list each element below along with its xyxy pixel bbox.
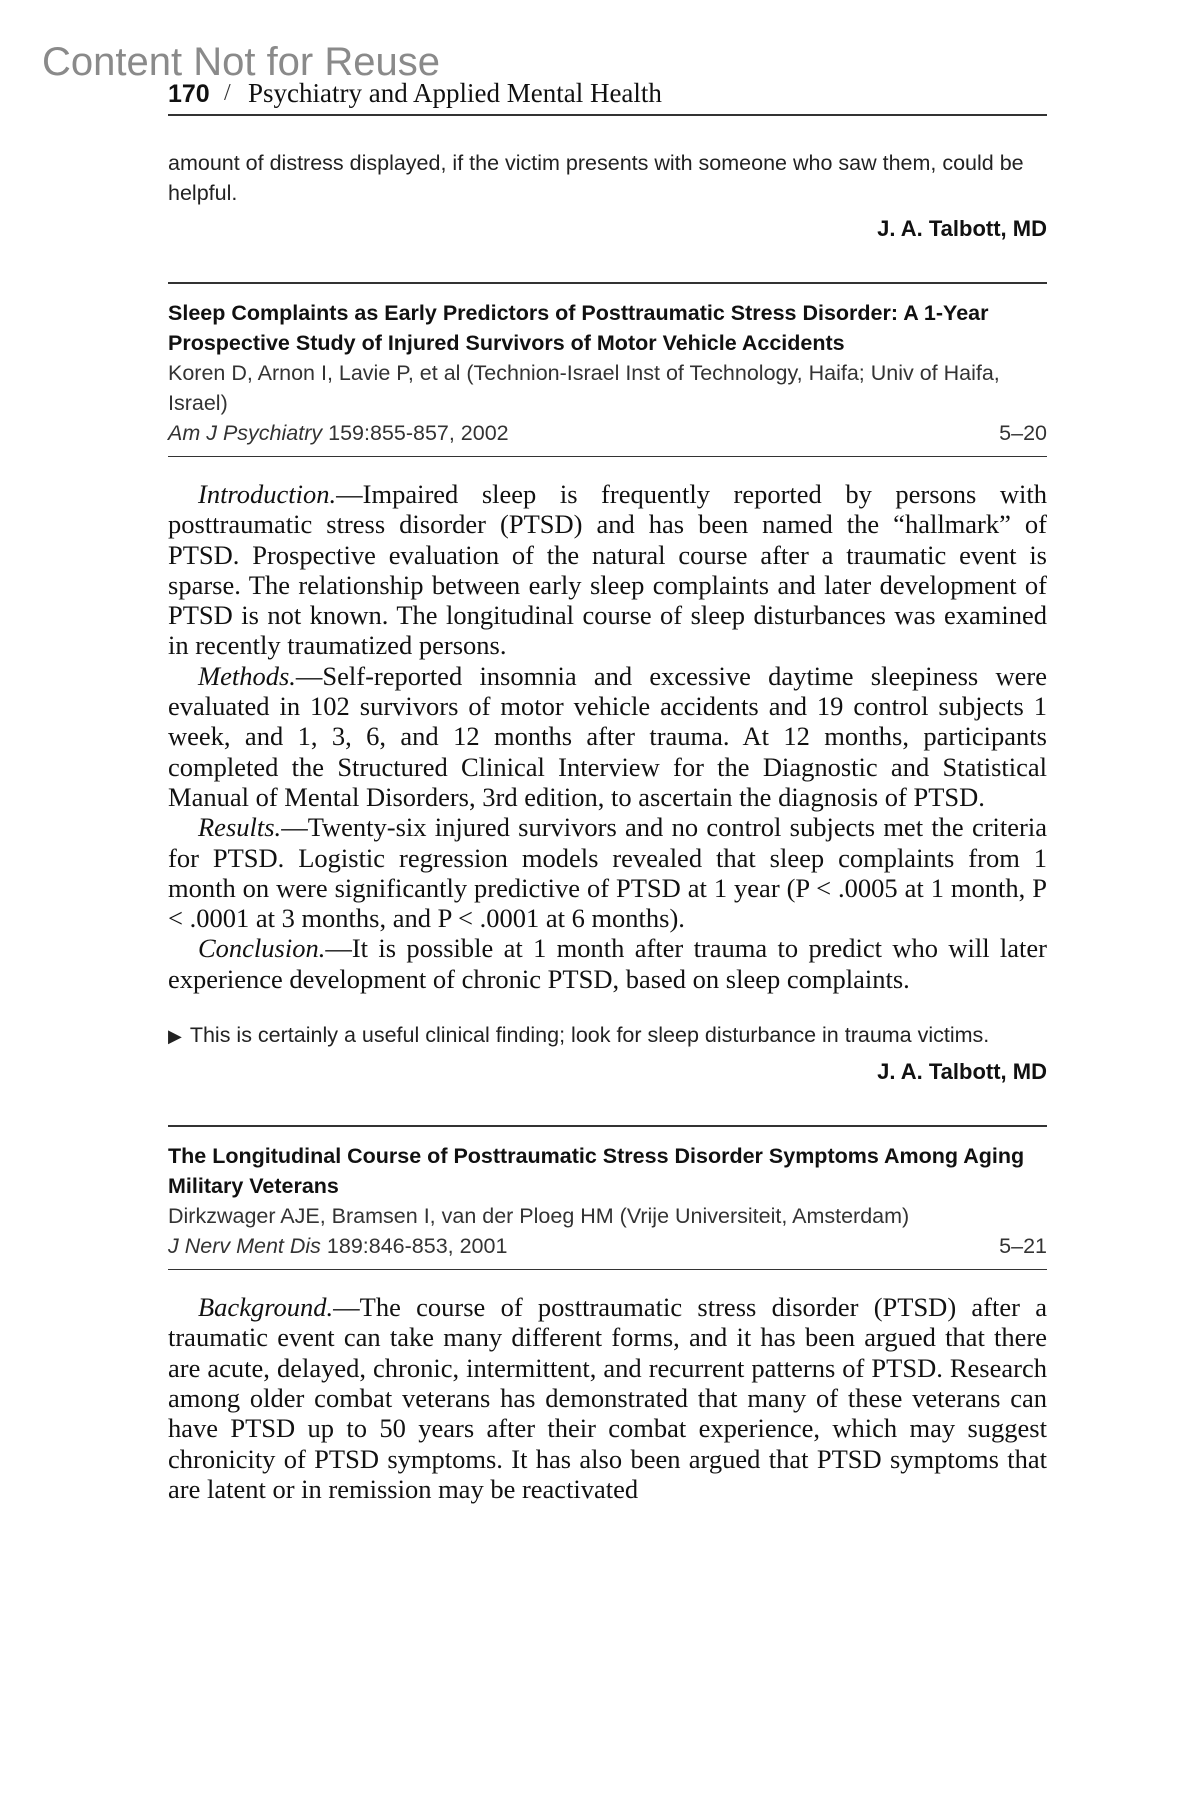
article-title: The Longitudinal Course of Posttraumatic Stress Disorder Symptoms Among Aging Military Veterans	[168, 1144, 1025, 1199]
abstract-number: 5–20	[999, 421, 1047, 445]
signature: J. A. Talbott, MD	[877, 216, 1047, 241]
header-separator: /	[224, 80, 231, 106]
section-label: Results.	[198, 812, 282, 843]
page-number: 170	[168, 80, 210, 108]
section-label: Introduction.	[198, 479, 337, 509]
comment-text: This is certainly a useful clinical finding; look for sleep disturbance in trauma victims.	[189, 1023, 990, 1048]
running-head	[168, 78, 1047, 116]
paragraph-text: —Twenty-six injured survivors and no control subjects met the criteria for PTSD. Logistic regression models revealed that sleep complaints from 1 month on were significantly predictive of PTSD at 1 year (P < .0005 at 1 month, P < .0001 at 3 months, and P < .0001 at 6 months).	[168, 812, 1047, 934]
abstract-header	[168, 1127, 1047, 1269]
paragraph	[168, 812, 1047, 933]
citation-details: 189:846-853, 2001	[326, 1234, 508, 1259]
section-label: Background.	[198, 1292, 334, 1323]
page	[168, 78, 1047, 1504]
paragraph	[168, 933, 1047, 994]
editor-comment	[168, 1020, 1047, 1051]
paragraph-text: —Self-reported insomnia and excessive daytime sleepiness were evaluated in 102 survivors of motor vehicle accidents and 19 control subjects 1 week, and 1, 3, 6, and 12 months after trauma. At 12 months, participants completed the Structured Clinical Interview for the Diagnostic and Statistical Manual of Mental Disorders, 3rd edition, to ascertain the diagnosis of PTSD.	[168, 660, 1047, 812]
journal-title: Psychiatry and Applied Mental Health	[248, 78, 662, 108]
watermark: Content Not for Reuse	[42, 40, 440, 84]
abstract-header	[168, 284, 1047, 456]
divider	[168, 1269, 1047, 1270]
paragraph	[168, 1292, 1047, 1504]
citation-details: 159:855-857, 2002	[328, 421, 509, 445]
section-label: Methods.	[198, 660, 296, 691]
signature: J. A. Talbott, MD	[877, 1059, 1047, 1085]
citation-line	[168, 1231, 1047, 1261]
paragraph-text: —It is possible at 1 month after trauma to predict who will later experience development of chronic PTSD, based on sleep complaints.	[168, 933, 1047, 994]
paragraph	[168, 479, 1047, 661]
abstract-body	[168, 479, 1047, 994]
article-authors: Dirkzwager AJE, Bramsen I, van der Ploeg HM (Vrije Universiteit, Amsterdam)	[168, 1204, 910, 1229]
abstract-number: 5–21	[999, 1234, 1047, 1259]
section-label: Conclusion.	[198, 933, 326, 964]
journal-name: J Nerv Ment Dis	[168, 1234, 321, 1259]
abstract-body	[168, 1292, 1047, 1504]
divider	[168, 456, 1047, 457]
paragraph-text: —The course of posttraumatic stress disorder (PTSD) after a traumatic event can take many different forms, and it has been argued that there are acute, delayed, chronic, intermittent, and recurrent patterns of PTSD. Research among older combat veterans has demonstrated that many of these veterans can have PTSD up to 50 years after their combat experience, which may suggest chronicity of PTSD symptoms. It has also been argued that PTSD symptoms that are latent or in remission may be reactivated	[168, 1292, 1047, 1504]
triangle-marker-icon: ▶	[168, 1026, 182, 1047]
article-authors: Koren D, Arnon I, Lavie P, et al (Technion-Israel Inst of Technology, Haifa; Univ of Haifa, Israel)	[168, 361, 1000, 415]
paragraph-text: —Impaired sleep is frequently reported by persons with posttraumatic stress disorder (PTSD) and has been named the “hallmark” of PTSD. Prospective evaluation of the natural course after a traumatic event is sparse. The relationship between early sleep complaints and later development of PTSD is not known. The longitudinal course of sleep disturbances was examined in recently traumatized persons.	[168, 479, 1047, 661]
paragraph	[168, 661, 1047, 812]
citation-line	[168, 418, 1047, 448]
continuation-text: amount of distress displayed, if the victim presents with someone who saw them, could be helpful.	[168, 151, 1024, 205]
article-title: Sleep Complaints as Early Predictors of Posttraumatic Stress Disorder: A 1-Year Prospective Study of Injured Survivors of Motor Vehicle Accidents	[168, 301, 989, 355]
journal-name: Am J Psychiatry	[168, 421, 323, 445]
